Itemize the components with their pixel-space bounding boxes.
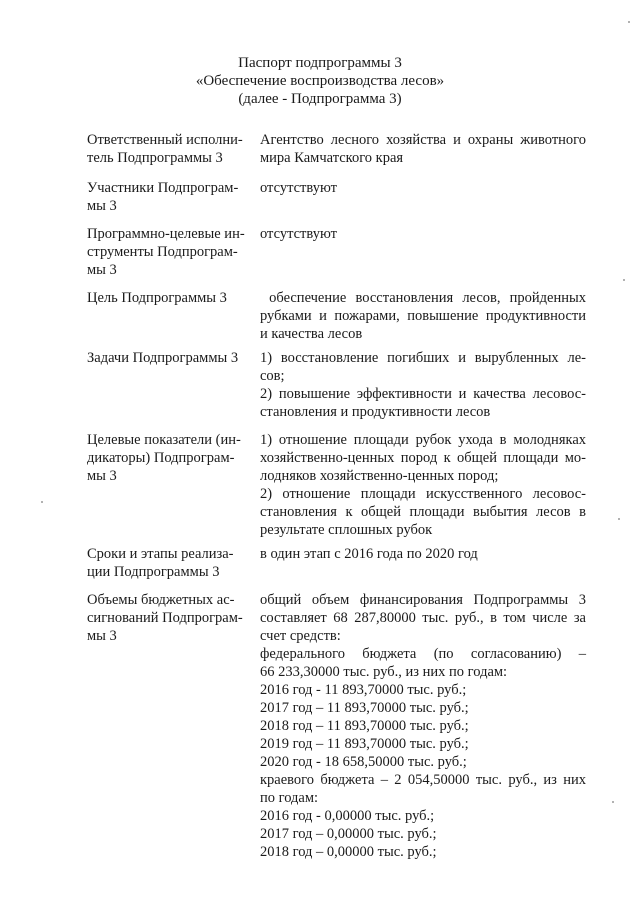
row-value: в один этап с 2016 года по 2020 год — [260, 546, 478, 562]
scan-speck — [623, 279, 625, 281]
subprogram-name: «Обеспечение воспроизводства лесов» — [195, 73, 445, 89]
row-value: отсутствуют — [260, 180, 337, 196]
passport-header — [150, 54, 490, 108]
row-value: общий объем финансирования Подпрограммы 3 составляет 68 287,80000 тыс. руб., в том числе за счет средств: федерального бюджета (по согласованию) – 66 233,30000 тыс. руб., из них по годам: 2016 год - 11 893,70000 тыс. руб.; 2017 год – 11 893,70000 тыс. руб.; 2018 год – 11 893,70000 тыс. руб.; 2019 год – 11 893,70000 тыс. руб.; 2020 год - 18 658,50000 тыс. руб.; краевого бюджета – 2 054,50000 тыс. руб., из них по годам: 2016 год - 0,00000 тыс. руб.; 2017 год – 0,00000 тыс. руб.; 2018 год – 0,00000 тыс. руб.; — [260, 592, 586, 860]
scan-speck — [612, 801, 614, 803]
row-value: 1) восстановление погибших и вырубленных ле- сов; 2) повышение эффективности и качества лесовос- становления и продуктивности лесов — [260, 350, 586, 420]
row-value: Агентство лесного хозяйства и охраны животного мира Камчатского края — [260, 132, 586, 166]
row-label: Ответственный исполни- тель Подпрограммы 3 — [87, 132, 243, 166]
row-label: Задачи Подпрограммы 3 — [87, 350, 239, 366]
scan-speck — [41, 501, 43, 503]
scan-speck — [628, 21, 630, 23]
row-value: 1) отношение площади рубок ухода в молодняках хозяйственно-ценных пород к общей площади мо- лодняков хозяйственно-ценных пород; 2) отношение площади искусственного лесовос- становления к общей площади выбытия лесов в результате сплошных рубок — [260, 432, 586, 538]
row-label: Объемы бюджетных ас- сигнований Подпрограм- мы 3 — [87, 592, 243, 644]
row-label: Целевые показатели (ин- дикаторы) Подпрограм- мы 3 — [87, 432, 241, 484]
subprogram-abbreviation: (далее - Подпрограмма 3) — [238, 91, 402, 107]
row-value: отсутствуют — [260, 226, 337, 242]
row-label: Цель Подпрограммы 3 — [87, 290, 227, 306]
row-value: обеспечение восстановления лесов, пройденных рубками и пожарами, повышение продуктивности и качества лесов — [260, 290, 586, 342]
row-label: Сроки и этапы реализа- ции Подпрограммы 3 — [87, 546, 234, 580]
scan-speck — [618, 518, 620, 520]
passport-title: Паспорт подпрограммы 3 — [238, 55, 402, 71]
row-label: Программно-целевые ин- струменты Подпрограм- мы 3 — [87, 226, 245, 278]
row-label: Участники Подпрограм- мы 3 — [87, 180, 239, 214]
